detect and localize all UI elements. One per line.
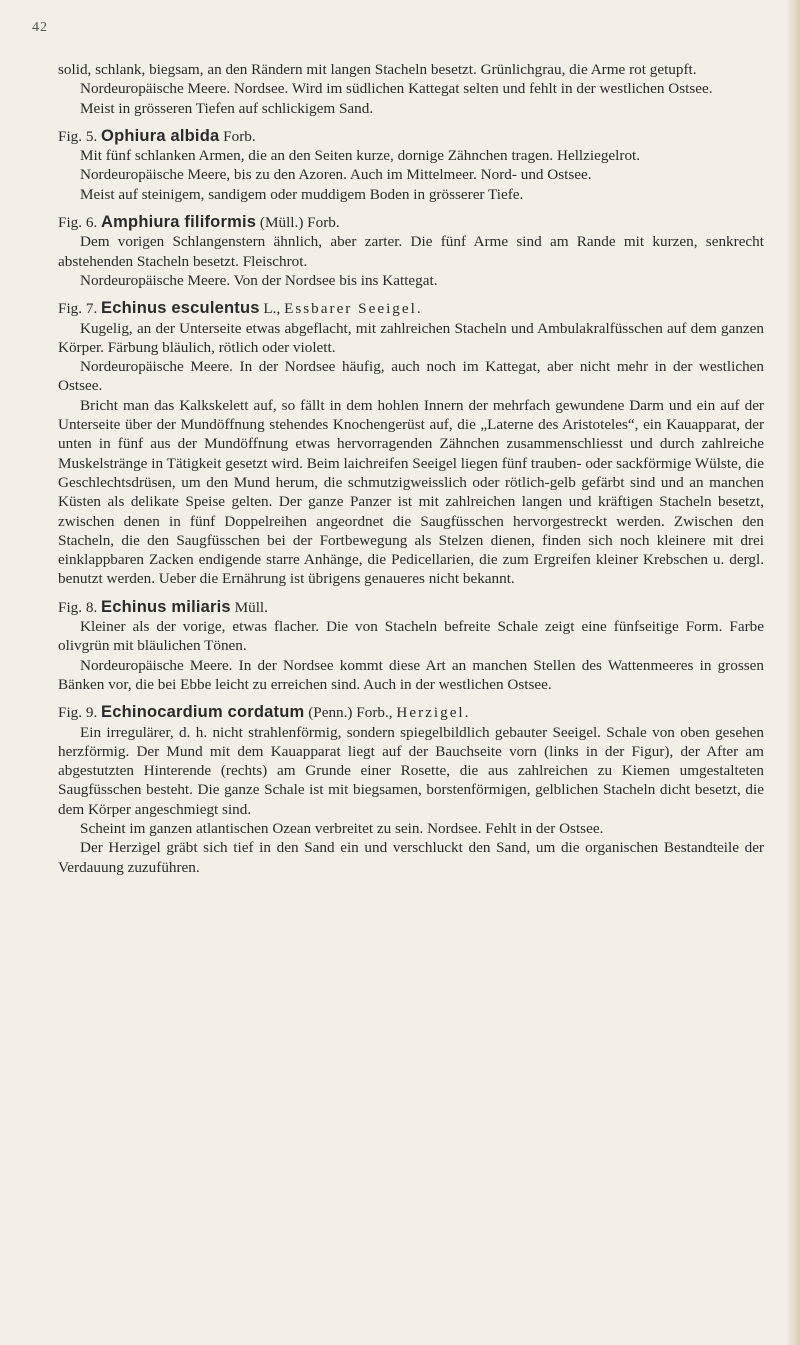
intro-paragraph: Nordeuropäische Meere. Nordsee. Wird im südlichen Kattegat selten und fehlt in der westlichen Ostsee.	[80, 80, 713, 98]
entry-paragraph: Kugelig, an der Unterseite etwas abgeflacht, mit zahlreichen Stacheln und Ambulakralfüsschen auf dem ganzen Körper. Färbung bläulich, rötlich oder violett.	[58, 319, 764, 356]
species-authority: Forb.	[223, 127, 256, 145]
page-text	[58, 60, 764, 877]
page-number: 42	[32, 20, 48, 35]
intro-block	[58, 60, 764, 118]
entry-paragraph: Nordeuropäische Meere, bis zu den Azoren. Auch im Mittelmeer. Nord- und Ostsee.	[80, 166, 592, 184]
fig-label: Fig. 5.	[58, 127, 98, 145]
entry-paragraph: Nordeuropäische Meere. In der Nordsee kommt diese Art an manchen Stellen des Wattenmeeres in grossen Bänken vor, die bei Ebbe leicht zu erreichen sind. Auch in der westlichen Ostsee.	[58, 656, 764, 693]
entry-paragraph: Scheint im ganzen atlantischen Ozean verbreitet zu sein. Nordsee. Fehlt in der Ostsee.	[80, 819, 604, 837]
entry-paragraph: Ein irregulärer, d. h. nicht strahlenförmig, sondern spiegelbildlich gebauter Seeigel. Schale von oben gesehen herzförmig. Der Mund mit dem Kauapparat liegt auf der Bauchseite vorn (links in der Figur), der After am abgestutzten Hinterende (rechts) am Grunde einer Rosette, die aus zahlreichen zu Kiemen umgestalteten Saugfüsschen besteht. Die ganze Schale ist mit biegsamen, borstenförmigen, gelblichen Stacheln dicht besetzt, die dem Körper angeschmiegt sind.	[58, 723, 764, 818]
entry-heading	[58, 598, 764, 617]
species-name: Echinus esculentus	[101, 299, 260, 318]
intro-paragraph: Meist in grösseren Tiefen auf schlickigem Sand.	[80, 99, 374, 117]
fig-label: Fig. 9.	[58, 704, 98, 722]
entry-paragraph: Bricht man das Kalkskelett auf, so fällt in dem hohlen Innern der mehrfach gewundene Darm und ein auf der Unterseite über der Mundöffnung stehendes Knochengerüst auf, die „Laterne des Aristoteles“, ein Kauapparat, der unten in fünf aus der Mundöffnung etwas hervorragenden Zähnchen zusammenschliesst und durch zahlreiche Muskelstränge in Tätigkeit gesetzt wird. Beim laichreifen Seeigel liegen fünf trauben- oder sackförmige Wülste, die Geschlechtsdrüsen, um den Mund herum, die schmutzigweisslich oder rötlich-gelb gefärbt sind und an manchen Küsten als delikate Speise gelten. Der ganze Panzer ist mit zahlreichen langen und kräftigen Stacheln besetzt, zwischen denen in fünf Doppelreihen angeordnet die Saugfüsschen hervorgestreckt werden. Zwischen den Stacheln, die den Saugfüsschen bei der Fortbewegung als Stelzen dienen, finden sich noch kleinere mit drei einklappbaren Zacken endigende starre Anhänge, die Pedicellarien, die zum Ergreifen kleiner Krebschen u. dergl. benutzt werden. Ueber die Ernährung ist übrigens genaueres nicht bekannt.	[58, 396, 764, 588]
entry-paragraph: Meist auf steinigem, sandigem oder muddigem Boden in grösserer Tiefe.	[80, 185, 524, 203]
species-authority: Müll.	[234, 598, 268, 616]
species-authority: L.,	[263, 300, 281, 318]
entry-heading	[58, 127, 764, 146]
species-name: Echinocardium cordatum	[101, 703, 305, 722]
fig-label: Fig. 6.	[58, 214, 98, 232]
species-name: Echinus miliaris	[101, 597, 231, 616]
entry-heading	[58, 299, 764, 318]
species-authority: (Müll.) Forb.	[259, 214, 340, 232]
common-name: Essbarer Seeigel.	[284, 300, 423, 318]
entry-heading	[58, 213, 764, 232]
entry-heading	[58, 703, 764, 722]
entry-paragraph: Dem vorigen Schlangenstern ähnlich, aber zarter. Die fünf Arme sind am Rande mit kurzen, senkrecht abstehenden Stacheln besetzt. Fleischrot.	[58, 233, 764, 270]
entry-paragraph: Kleiner als der vorige, etwas flacher. Die von Stacheln befreite Schale zeigt eine fünfseitige Form. Farbe olivgrün mit bläulichen Tönen.	[58, 618, 764, 655]
entry-paragraph: Nordeuropäische Meere. In der Nordsee häufig, auch noch im Kattegat, aber nicht mehr in der westlichen Ostsee.	[58, 358, 764, 395]
species-entry	[58, 213, 764, 290]
fig-label: Fig. 8.	[58, 598, 98, 616]
entry-paragraph: Der Herzigel gräbt sich tief in den Sand ein und verschluckt den Sand, um die organischen Bestandteile der Verdauung zuzuführen.	[58, 839, 764, 876]
common-name: Herzigel.	[396, 704, 471, 722]
species-entry	[58, 598, 764, 694]
species-entry	[58, 127, 764, 204]
species-name: Amphiura filiformis	[101, 213, 257, 232]
entry-paragraph: Nordeuropäische Meere. Von der Nordsee bis ins Kattegat.	[80, 271, 438, 289]
species-authority: (Penn.) Forb.,	[308, 704, 393, 722]
intro-paragraph: solid, schlank, biegsam, an den Rändern mit langen Stacheln besetzt. Grünlichgrau, die Arme rot getupft.	[58, 61, 697, 78]
entry-paragraph: Mit fünf schlanken Armen, die an den Seiten kurze, dornige Zähnchen tragen. Hellziegelrot.	[80, 147, 641, 165]
species-entry	[58, 703, 764, 877]
species-name: Ophiura albida	[101, 126, 220, 145]
page-edge-shadow	[786, 0, 800, 1345]
species-entry	[58, 299, 764, 588]
fig-label: Fig. 7.	[58, 300, 98, 318]
